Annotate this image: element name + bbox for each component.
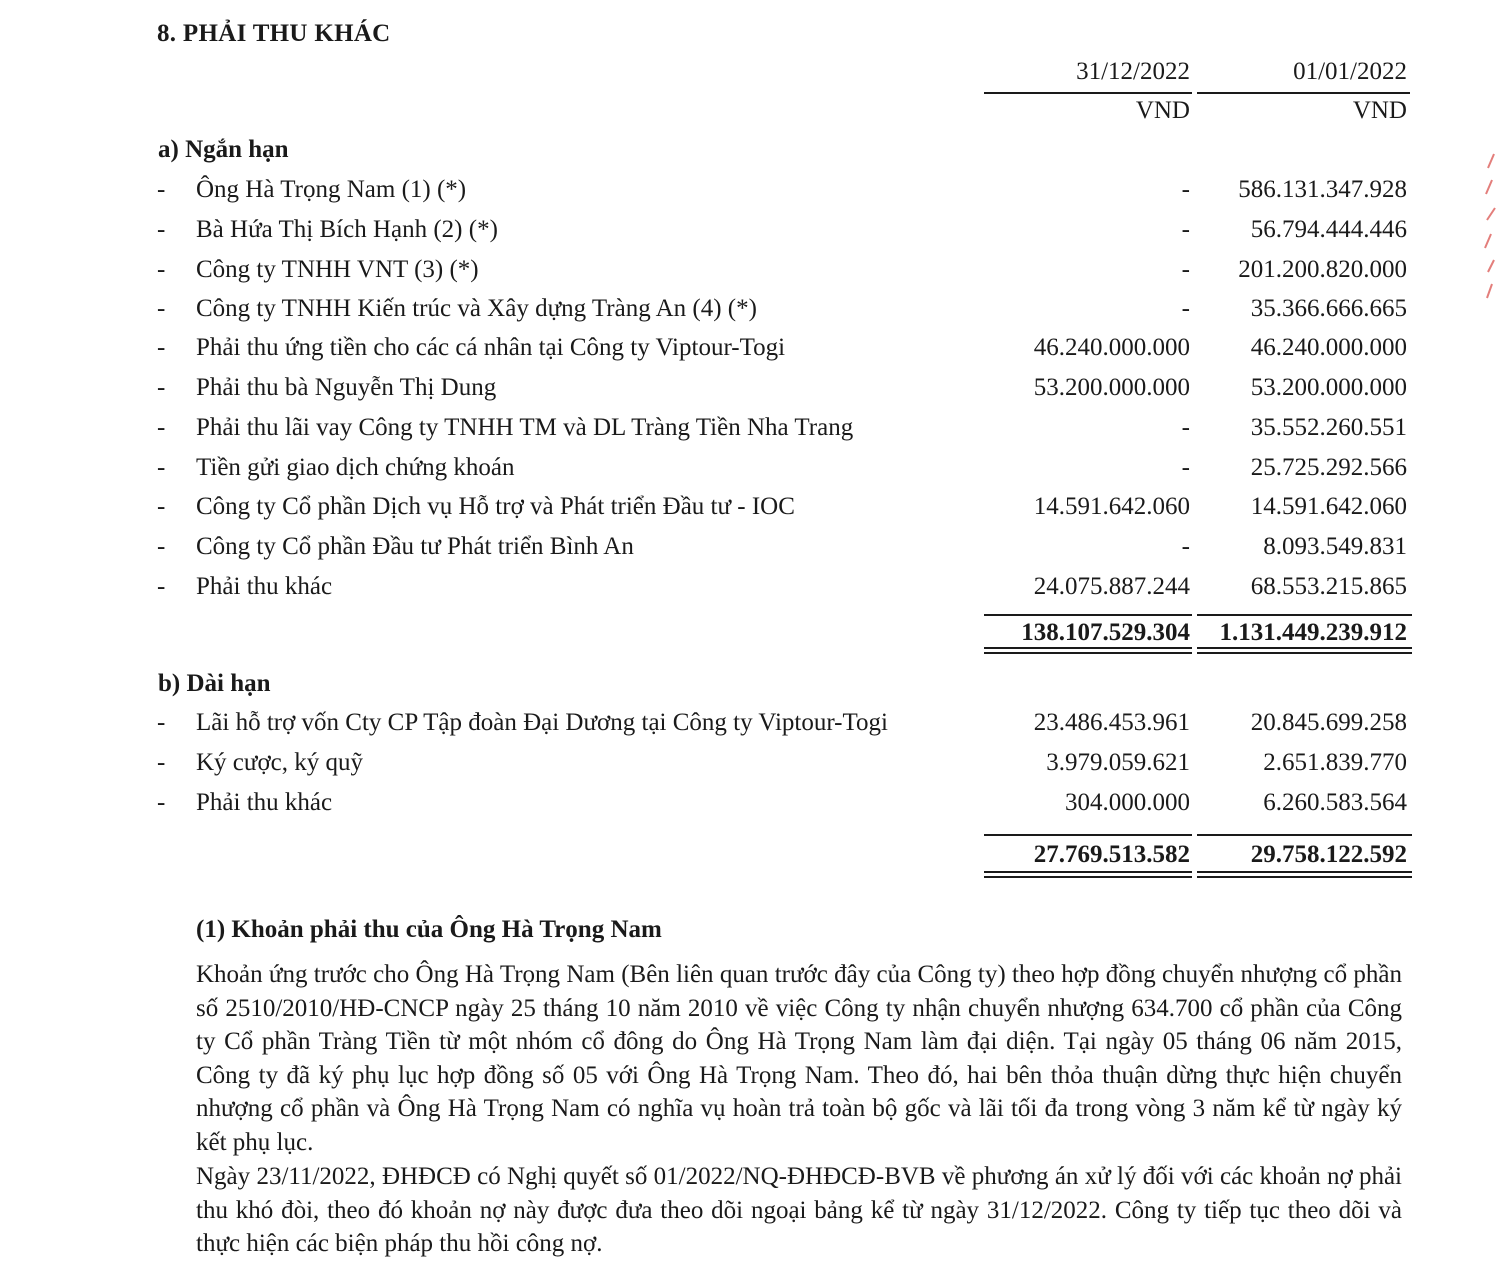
row-value-2022-01-01: 8.093.549.831: [1263, 533, 1407, 560]
long-term-heading: b) Dài hạn: [158, 670, 271, 697]
header-underline-2: [1197, 92, 1410, 94]
row-dash: -: [157, 176, 166, 203]
row-value-2022-12-31: 304.000.000: [1065, 789, 1190, 816]
column-unit-2: VND: [1352, 97, 1407, 124]
row-value-2022-12-31: -: [1181, 533, 1190, 560]
long-term-total-2022-01-01: 29.758.122.592: [1250, 841, 1407, 868]
row-value-2022-12-31: 24.075.887.244: [1033, 573, 1190, 600]
row-value-2022-01-01: 35.366.666.665: [1250, 295, 1407, 322]
row-dash: -: [157, 454, 166, 481]
row-dash: -: [157, 493, 166, 520]
row-value-2022-12-31: 53.200.000.000: [1033, 374, 1190, 401]
table-row: [0, 709, 1500, 749]
table-row: [0, 573, 1500, 613]
long-term-total-double-line-2: [1197, 871, 1412, 878]
short-term-heading: a) Ngắn hạn: [158, 136, 289, 163]
column-header-date-2: 01/01/2022: [1293, 58, 1407, 85]
row-dash: -: [157, 295, 166, 322]
table-row: [0, 789, 1500, 829]
row-value-2022-01-01: 68.553.215.865: [1250, 573, 1407, 600]
short-term-subtotal-line-1: [984, 614, 1192, 616]
row-label: Lãi hỗ trợ vốn Cty CP Tập đoàn Đại Dương tại Công ty Viptour-Togi: [196, 709, 888, 736]
row-value-2022-01-01: 6.260.583.564: [1263, 789, 1407, 816]
row-label: Phải thu khác: [196, 789, 333, 816]
row-value-2022-12-31: 46.240.000.000: [1033, 334, 1190, 361]
short-term-total-double-line-2: [1197, 647, 1412, 654]
table-row: [0, 454, 1500, 494]
row-value-2022-01-01: 46.240.000.000: [1250, 334, 1407, 361]
row-label: Ông Hà Trọng Nam (1) (*): [196, 176, 467, 203]
row-label: Công ty TNHH Kiến trúc và Xây dựng Tràng An (4) (*): [196, 295, 757, 322]
column-unit-1: VND: [1135, 97, 1190, 124]
row-dash: -: [157, 334, 166, 361]
row-label: Công ty Cổ phần Dịch vụ Hỗ trợ và Phát triển Đầu tư - IOC: [196, 493, 795, 520]
row-dash: -: [157, 749, 166, 776]
row-value-2022-12-31: -: [1181, 216, 1190, 243]
row-label: Phải thu ứng tiền cho các cá nhân tại Công ty Viptour-Togi: [196, 334, 786, 361]
row-value-2022-01-01: 35.552.260.551: [1250, 414, 1407, 441]
row-value-2022-01-01: 20.845.699.258: [1250, 709, 1407, 736]
row-value-2022-01-01: 586.131.347.928: [1238, 176, 1407, 203]
row-dash: -: [157, 216, 166, 243]
note-paragraph-1: Khoản ứng trước cho Ông Hà Trọng Nam (Bên liên quan trước đây của Công ty) theo hợp đồng chuyển nhượng cổ phần số 2510/2010/HĐ-CNCP ngày 25 tháng 10 năm 2010 về việc Công ty nhận chuyển nhượng 634.700 cổ phần của Công ty Cổ phần Tràng Tiền từ một nhóm cổ đông do Ông Hà Trọng Nam làm đại diện. Tại ngày 05 tháng 06 năm 2015, Công ty đã ký phụ lục hợp đồng số 05 với Ông Hà Trọng Nam. Theo đó, hai bên thỏa thuận dừng thực hiện chuyển nhượng cổ phần và Ông Hà Trọng Nam có nghĩa vụ hoàn trả toàn bộ gốc và lãi tối đa trong vòng 3 năm kể từ ngày ký kết phụ lục.: [196, 961, 1402, 1156]
note-title: (1) Khoản phải thu của Ông Hà Trọng Nam: [196, 916, 662, 943]
section-title: 8. PHẢI THU KHÁC: [157, 20, 391, 47]
table-row: [0, 533, 1500, 573]
row-label: Phải thu lãi vay Công ty TNHH TM và DL Tràng Tiền Nha Trang: [196, 414, 854, 441]
row-value-2022-01-01: 25.725.292.566: [1250, 454, 1407, 481]
row-label: Ký cược, ký quỹ: [196, 749, 364, 776]
row-value-2022-01-01: 53.200.000.000: [1250, 374, 1407, 401]
long-term-subtotal-line-2: [1197, 834, 1412, 836]
row-dash: -: [157, 414, 166, 441]
row-value-2022-12-31: -: [1181, 295, 1190, 322]
short-term-total-2022-01-01: 1.131.449.239.912: [1219, 619, 1407, 646]
long-term-total-2022-12-31: 27.769.513.582: [1033, 841, 1190, 868]
table-row: [0, 493, 1500, 533]
row-label: Phải thu bà Nguyễn Thị Dung: [196, 374, 497, 401]
row-value-2022-12-31: -: [1181, 256, 1190, 283]
row-dash: -: [157, 533, 166, 560]
table-row: [0, 749, 1500, 789]
row-label: Bà Hứa Thị Bích Hạnh (2) (*): [196, 216, 498, 243]
row-value-2022-12-31: -: [1181, 454, 1190, 481]
row-label: Phải thu khác: [196, 573, 333, 600]
row-value-2022-01-01: 56.794.444.446: [1250, 216, 1407, 243]
table-row: [0, 414, 1500, 454]
row-dash: -: [157, 256, 166, 283]
note-paragraph-2: Ngày 23/11/2022, ĐHĐCĐ có Nghị quyết số 01/2022/NQ-ĐHĐCĐ-BVB về phương án xử lý đối với các khoản nợ phải thu khó đòi, theo đó khoản nợ này được đưa theo dõi ngoại bảng kể từ ngày 31/12/2022. Công ty tiếp tục theo dõi và thực hiện các biện pháp thu hồi công nợ.: [196, 1163, 1402, 1258]
short-term-total-double-line-1: [984, 647, 1192, 654]
row-value-2022-01-01: 14.591.642.060: [1250, 493, 1407, 520]
row-value-2022-12-31: -: [1181, 414, 1190, 441]
row-value-2022-01-01: 201.200.820.000: [1238, 256, 1407, 283]
table-row: [0, 295, 1500, 335]
short-term-total-2022-12-31: 138.107.529.304: [1021, 619, 1190, 646]
stamp-mark: [1482, 150, 1498, 310]
table-row: [0, 374, 1500, 414]
column-header-date-1: 31/12/2022: [1076, 58, 1190, 85]
row-value-2022-12-31: 23.486.453.961: [1033, 709, 1190, 736]
row-dash: -: [157, 709, 166, 736]
row-value-2022-12-31: 14.591.642.060: [1033, 493, 1190, 520]
row-dash: -: [157, 573, 166, 600]
row-dash: -: [157, 789, 166, 816]
table-row: [0, 334, 1500, 374]
row-dash: -: [157, 374, 166, 401]
table-row: [0, 256, 1500, 296]
table-row: [0, 216, 1500, 256]
long-term-total-double-line-1: [984, 871, 1192, 878]
short-term-subtotal-line-2: [1197, 614, 1412, 616]
header-underline-1: [984, 92, 1192, 94]
table-row: [0, 176, 1500, 216]
row-label: Công ty Cổ phần Đầu tư Phát triển Bình An: [196, 533, 634, 560]
row-label: Tiền gửi giao dịch chứng khoán: [196, 454, 515, 481]
long-term-subtotal-line-1: [984, 834, 1192, 836]
row-value-2022-01-01: 2.651.839.770: [1263, 749, 1407, 776]
row-value-2022-12-31: 3.979.059.621: [1046, 749, 1190, 776]
row-label: Công ty TNHH VNT (3) (*): [196, 256, 479, 283]
row-value-2022-12-31: -: [1181, 176, 1190, 203]
